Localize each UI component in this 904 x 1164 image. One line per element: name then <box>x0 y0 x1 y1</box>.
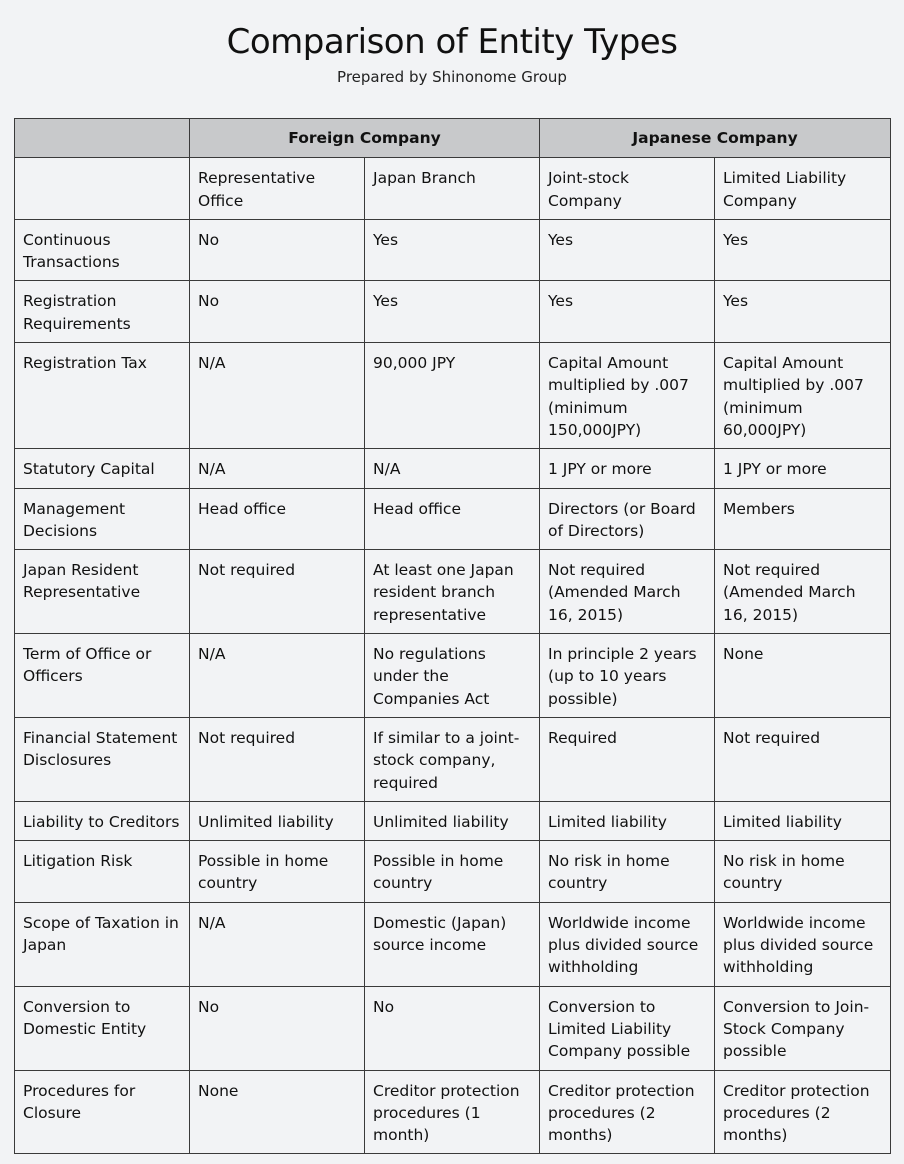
table-cell: Unlimited liability <box>190 801 365 840</box>
table-cell: N/A <box>190 343 365 449</box>
table-cell: Yes <box>715 219 891 281</box>
table-row <box>15 717 891 801</box>
table-cell: No <box>190 219 365 281</box>
table-cell: Possible in home country <box>190 841 365 903</box>
table-row <box>15 1070 891 1154</box>
table-cell: Unlimited liability <box>365 801 540 840</box>
page-title: Comparison of Entity Types <box>226 22 678 62</box>
row-label: Litigation Risk <box>15 841 190 903</box>
table-cell: Members <box>715 488 891 550</box>
table-cell: Capital Amount multiplied by .007 (minimum 150,000JPY) <box>540 343 715 449</box>
table-cell: Head office <box>190 488 365 550</box>
column-header-row <box>15 158 891 220</box>
row-label: Registration Requirements <box>15 281 190 343</box>
row-label: Liability to Creditors <box>15 801 190 840</box>
table-cell: None <box>715 634 891 718</box>
table-cell: Yes <box>715 281 891 343</box>
table-cell: Limited liability <box>715 801 891 840</box>
table-row <box>15 986 891 1070</box>
table-cell: Creditor protection procedures (2 months) <box>540 1070 715 1154</box>
row-label: Conversion to Domestic Entity <box>15 986 190 1070</box>
table-row <box>15 449 891 488</box>
row-label: Continuous Transactions <box>15 219 190 281</box>
table-cell: Yes <box>540 219 715 281</box>
table-cell: Possible in home country <box>365 841 540 903</box>
table-row <box>15 219 891 281</box>
table-row <box>15 550 891 634</box>
row-label: Financial Statement Disclosures <box>15 717 190 801</box>
group-header-row <box>15 119 891 158</box>
table-row <box>15 343 891 449</box>
column-header-limited-liability-company: Limited Liability Company <box>715 158 891 220</box>
table-cell: Directors (or Board of Directors) <box>540 488 715 550</box>
page-subtitle: Prepared by Shinonome Group <box>337 68 567 86</box>
table-cell: N/A <box>190 634 365 718</box>
table-cell: Not required (Amended March 16, 2015) <box>540 550 715 634</box>
table-cell: In principle 2 years (up to 10 years possible) <box>540 634 715 718</box>
table-cell: 1 JPY or more <box>540 449 715 488</box>
row-label: Management Decisions <box>15 488 190 550</box>
table-cell: Limited liability <box>540 801 715 840</box>
column-header-japan-branch: Japan Branch <box>365 158 540 220</box>
table-cell: Creditor protection procedures (1 month) <box>365 1070 540 1154</box>
group-header-foreign: Foreign Company <box>190 119 540 158</box>
table-cell: 90,000 JPY <box>365 343 540 449</box>
table-cell: Not required <box>190 717 365 801</box>
comparison-table <box>14 118 891 1154</box>
row-label: Term of Office or Officers <box>15 634 190 718</box>
table-cell: No regulations under the Companies Act <box>365 634 540 718</box>
row-label: Japan Resident Representative <box>15 550 190 634</box>
table-cell: No <box>365 986 540 1070</box>
row-label: Registration Tax <box>15 343 190 449</box>
table-cell: If similar to a joint-stock company, required <box>365 717 540 801</box>
column-header-joint-stock-company: Joint-stock Company <box>540 158 715 220</box>
row-label: Scope of Taxation in Japan <box>15 902 190 986</box>
table-row <box>15 801 891 840</box>
table-cell: Conversion to Join-Stock Company possible <box>715 986 891 1070</box>
table-row <box>15 281 891 343</box>
table-cell: N/A <box>190 902 365 986</box>
table-row <box>15 841 891 903</box>
table-cell: At least one Japan resident branch representative <box>365 550 540 634</box>
column-header-representative-office: Representative Office <box>190 158 365 220</box>
table-row <box>15 634 891 718</box>
table-cell: Yes <box>365 281 540 343</box>
table-cell: No risk in home country <box>540 841 715 903</box>
table-cell: Required <box>540 717 715 801</box>
table-cell: Creditor protection procedures (2 months) <box>715 1070 891 1154</box>
table-cell: No risk in home country <box>715 841 891 903</box>
table-cell: No <box>190 281 365 343</box>
table-cell: Not required <box>715 717 891 801</box>
corner-cell <box>15 119 190 158</box>
table-cell: Yes <box>365 219 540 281</box>
table-cell: Not required <box>190 550 365 634</box>
table-cell: 1 JPY or more <box>715 449 891 488</box>
group-header-japanese: Japanese Company <box>540 119 891 158</box>
table-cell: Worldwide income plus divided source withholding <box>715 902 891 986</box>
row-label: Statutory Capital <box>15 449 190 488</box>
table-cell: N/A <box>190 449 365 488</box>
table-cell: Not required (Amended March 16, 2015) <box>715 550 891 634</box>
table-cell: Head office <box>365 488 540 550</box>
table-cell: Conversion to Limited Liability Company possible <box>540 986 715 1070</box>
table-row <box>15 902 891 986</box>
column-header-empty <box>15 158 190 220</box>
table-row <box>15 488 891 550</box>
table-cell: Yes <box>540 281 715 343</box>
table-cell: N/A <box>365 449 540 488</box>
table-cell: Worldwide income plus divided source withholding <box>540 902 715 986</box>
row-label: Procedures for Closure <box>15 1070 190 1154</box>
table-cell: None <box>190 1070 365 1154</box>
table-cell: No <box>190 986 365 1070</box>
table-cell: Domestic (Japan) source income <box>365 902 540 986</box>
table-cell: Capital Amount multiplied by .007 (minimum 60,000JPY) <box>715 343 891 449</box>
